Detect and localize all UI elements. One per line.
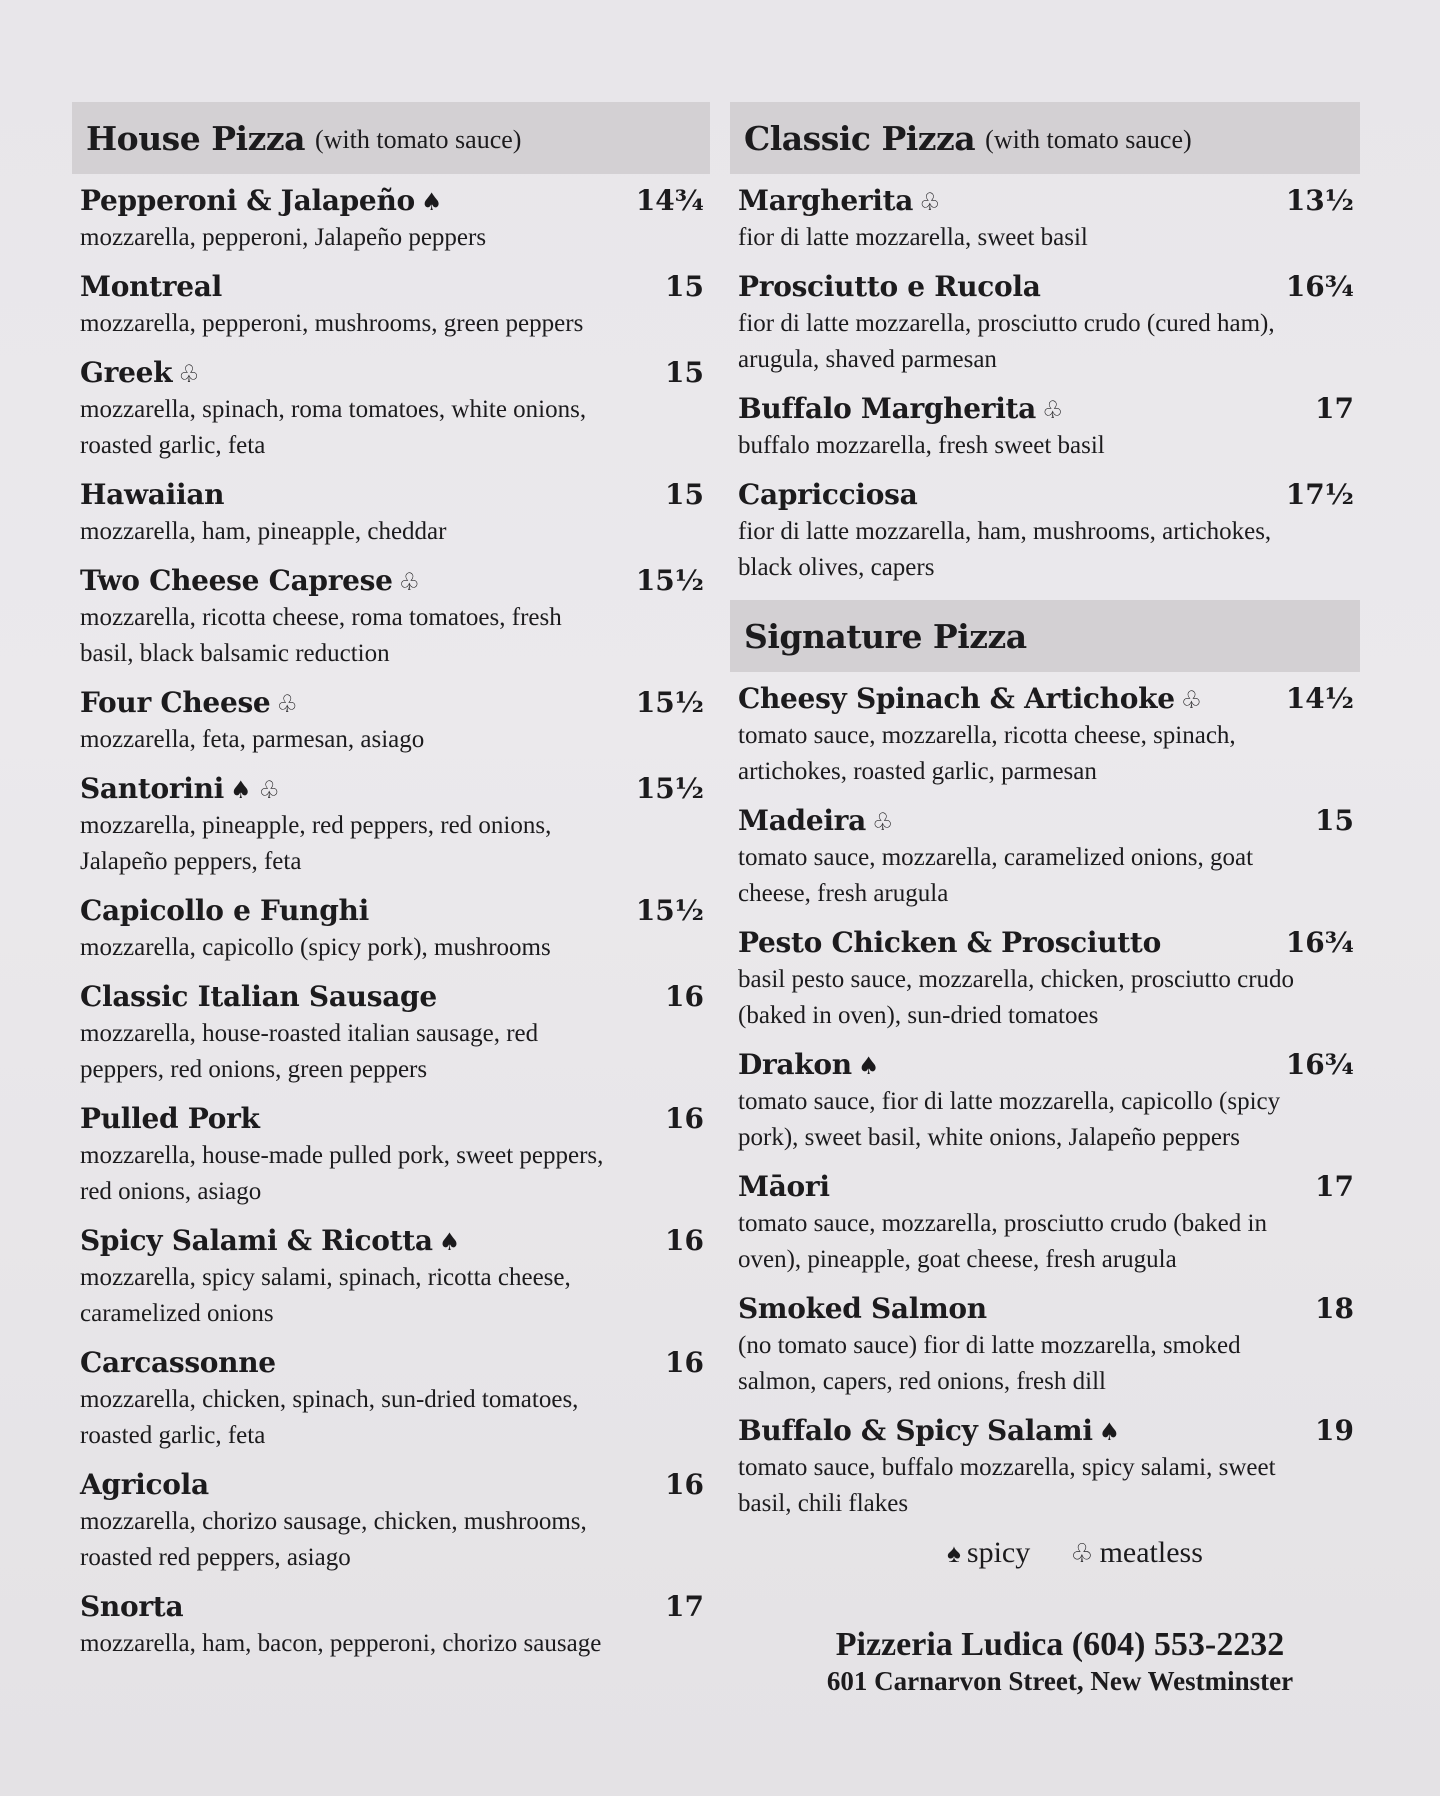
menu-item-head xyxy=(738,682,1360,715)
menu-item xyxy=(730,804,1360,912)
menu-item-name-row xyxy=(80,894,369,927)
menu-item-description: mozzarella, ricotta cheese, roma tomatoes, fresh basil, black balsamic reduction xyxy=(80,604,562,667)
diet-marker-icon: ♧ xyxy=(276,690,298,718)
menu-item xyxy=(72,772,710,880)
classic-pizza-list xyxy=(730,184,1360,586)
menu-item-description: mozzarella, ham, pineapple, cheddar xyxy=(80,518,447,545)
menu-item-name-row xyxy=(80,980,437,1013)
menu-item-price: 16 xyxy=(665,980,704,1013)
section-title: Classic Pizza xyxy=(744,118,976,158)
menu-item xyxy=(730,1170,1360,1278)
menu-item xyxy=(72,894,710,966)
menu-item-price: 17 xyxy=(1315,392,1354,425)
menu-item-head xyxy=(738,1414,1360,1447)
menu-item xyxy=(72,564,710,672)
menu-item xyxy=(72,478,710,550)
classic-pizza-header xyxy=(730,102,1360,174)
diet-marker-icon: ♧ xyxy=(1180,686,1202,714)
menu-item-price: 16 xyxy=(665,1468,704,1501)
menu-item-price: 16 xyxy=(665,1346,704,1379)
menu-item-name: Hawaiian xyxy=(80,478,225,511)
menu-item-price: 15½ xyxy=(635,894,704,927)
menu-item-name-row xyxy=(738,1414,1120,1447)
menu-item-name-row xyxy=(738,392,1063,425)
menu-item-price: 15½ xyxy=(635,564,704,597)
menu-item-description: mozzarella, chicken, spinach, sun-dried tomatoes, roasted garlic, feta xyxy=(80,1386,579,1449)
menu-item-name: Pepperoni & Jalapeño xyxy=(80,184,415,217)
menu-item-head xyxy=(738,1170,1360,1203)
menu-item-name: Cheesy Spinach & Artichoke xyxy=(738,682,1175,715)
menu-item-name: Four Cheese xyxy=(80,686,271,719)
menu-item-head xyxy=(80,564,710,597)
footer xyxy=(730,1626,1360,1697)
diet-marker-icon: ♠ ♧ xyxy=(230,776,280,804)
legend-spicy-label: spicy xyxy=(966,1536,1031,1569)
menu-item-price: 15½ xyxy=(635,686,704,719)
menu-item-name: Capicollo e Funghi xyxy=(80,894,369,927)
menu-item xyxy=(72,686,710,758)
menu-item-name-row xyxy=(80,478,224,511)
diet-marker-icon: ♧ xyxy=(398,568,420,596)
menu-item-name: Montreal xyxy=(80,270,222,303)
menu-item-head xyxy=(738,1292,1360,1325)
menu-item-head xyxy=(738,1048,1360,1081)
menu-item xyxy=(72,980,710,1088)
menu-item-price: 16¾ xyxy=(1285,1048,1354,1081)
menu-item xyxy=(72,356,710,464)
menu-item-name: Snorta xyxy=(80,1590,184,1623)
menu-item-head xyxy=(80,478,710,511)
menu-item-price: 15 xyxy=(665,478,704,511)
menu-item-price: 14½ xyxy=(1285,682,1354,715)
club-icon: ♧ xyxy=(1070,1539,1094,1568)
menu-item-description: mozzarella, pepperoni, Jalapeño peppers xyxy=(80,224,487,251)
diet-marker-icon: ♧ xyxy=(1042,396,1064,424)
section-note: (with tomato sauce) xyxy=(314,125,522,154)
menu-item-name: Santorini xyxy=(80,772,225,805)
legend-meatless xyxy=(1070,1536,1203,1570)
menu-item-price: 17 xyxy=(1315,1170,1354,1203)
menu-item-head xyxy=(80,772,710,805)
menu-item xyxy=(72,1590,710,1662)
menu-item-description: (no tomato sauce) fior di latte mozzarella, smoked salmon, capers, red onions, fresh dill xyxy=(738,1332,1241,1395)
menu-item-description: mozzarella, pepperoni, mushrooms, green peppers xyxy=(80,310,584,337)
menu-item xyxy=(72,1224,710,1332)
menu-item-name: Māori xyxy=(738,1170,830,1203)
menu-item-name-row xyxy=(80,184,442,217)
left-column xyxy=(72,102,710,1676)
menu-item xyxy=(730,184,1360,256)
menu-item-description: tomato sauce, mozzarella, ricotta cheese, spinach, artichokes, roasted garlic, parmesan xyxy=(738,722,1236,785)
menu-item-name: Drakon xyxy=(738,1048,852,1081)
menu-item-price: 16¾ xyxy=(1285,926,1354,959)
menu-item-name: Prosciutto e Rucola xyxy=(738,270,1041,303)
menu-item-description: fior di latte mozzarella, ham, mushrooms, artichokes, black olives, capers xyxy=(738,518,1272,581)
menu-item-head xyxy=(80,356,710,389)
menu-item-name: Two Cheese Caprese xyxy=(80,564,393,597)
menu-item-name-row xyxy=(80,1346,276,1379)
menu-item xyxy=(72,1468,710,1576)
menu-item-name-row xyxy=(738,926,1161,959)
restaurant-name-phone: Pizzeria Ludica (604) 553-2232 xyxy=(835,1626,1285,1663)
menu-item-name: Spicy Salami & Ricotta xyxy=(80,1224,433,1257)
menu-item-description: mozzarella, house-roasted italian sausage, red peppers, red onions, green peppers xyxy=(80,1020,539,1083)
menu-item-name: Classic Italian Sausage xyxy=(80,980,437,1013)
menu-item-name: Margherita xyxy=(738,184,914,217)
menu-item xyxy=(72,1102,710,1210)
diet-marker-icon: ♧ xyxy=(919,188,941,216)
menu-item-head xyxy=(738,926,1360,959)
menu-item-price: 16 xyxy=(665,1224,704,1257)
legend-meatless-label: meatless xyxy=(1099,1536,1203,1569)
menu-item xyxy=(730,392,1360,464)
menu-item-head xyxy=(738,392,1360,425)
menu-item-description: mozzarella, spinach, roma tomatoes, white onions, roasted garlic, feta xyxy=(80,396,587,459)
restaurant-address: 601 Carnarvon Street, New Westminster xyxy=(826,1666,1294,1696)
menu-item-name-row xyxy=(80,686,298,719)
menu-item xyxy=(730,682,1360,790)
menu-item-name-row xyxy=(738,1292,987,1325)
menu-item-description: mozzarella, feta, parmesan, asiago xyxy=(80,726,425,753)
menu-item-description: fior di latte mozzarella, sweet basil xyxy=(738,224,1088,251)
legend-spicy xyxy=(947,1536,1030,1570)
menu-item-name: Pesto Chicken & Prosciutto xyxy=(738,926,1161,959)
menu-item-description: mozzarella, house-made pulled pork, sweet peppers, red onions, asiago xyxy=(80,1142,604,1205)
menu-item-head xyxy=(738,270,1360,303)
menu-item-name: Capricciosa xyxy=(738,478,918,511)
menu-item-name-row xyxy=(738,184,940,217)
menu-item-head xyxy=(80,1346,710,1379)
menu-item-name-row xyxy=(738,1048,879,1081)
menu-item xyxy=(72,184,710,256)
diet-marker-icon: ♧ xyxy=(178,360,200,388)
menu-item-description: tomato sauce, buffalo mozzarella, spicy salami, sweet basil, chili flakes xyxy=(738,1454,1276,1517)
menu-item-name-row xyxy=(80,564,420,597)
menu-item-name: Pulled Pork xyxy=(80,1102,260,1135)
menu-item-name-row xyxy=(80,356,199,389)
spade-icon: ♠ xyxy=(947,1539,961,1568)
menu-item xyxy=(730,1048,1360,1156)
menu-item xyxy=(730,478,1360,586)
menu-item-price: 17½ xyxy=(1285,478,1354,511)
menu-item-description: tomato sauce, mozzarella, prosciutto crudo (baked in oven), pineapple, goat cheese, fresh arugula xyxy=(738,1210,1267,1273)
right-column xyxy=(730,102,1360,1697)
house-pizza-header xyxy=(72,102,710,174)
menu-item-name: Buffalo Margherita xyxy=(738,392,1037,425)
menu-item-name-row xyxy=(738,682,1202,715)
menu-item-price: 16 xyxy=(665,1102,704,1135)
house-pizza-list xyxy=(72,184,710,1662)
menu-item-head xyxy=(80,686,710,719)
menu-item-description: fior di latte mozzarella, prosciutto crudo (cured ham), arugula, shaved parmesan xyxy=(738,310,1275,373)
menu-item xyxy=(730,1414,1360,1522)
menu-item-price: 16¾ xyxy=(1285,270,1354,303)
menu-item-name: Carcassonne xyxy=(80,1346,276,1379)
menu-item xyxy=(72,270,710,342)
menu-item-price: 18 xyxy=(1315,1292,1354,1325)
menu-item-name-row xyxy=(738,478,917,511)
signature-pizza-list xyxy=(730,682,1360,1522)
menu-item xyxy=(730,1292,1360,1400)
menu-item-head xyxy=(738,478,1360,511)
menu-item-price: 15½ xyxy=(635,772,704,805)
menu-item-description: buffalo mozzarella, fresh sweet basil xyxy=(738,432,1105,459)
menu-item-description: mozzarella, ham, bacon, pepperoni, chorizo sausage xyxy=(80,1630,602,1657)
diet-marker-icon: ♠ xyxy=(857,1052,880,1080)
signature-pizza-header xyxy=(730,600,1360,672)
menu-item-name-row xyxy=(80,1468,209,1501)
menu-item-head xyxy=(80,184,710,217)
section-title: House Pizza xyxy=(86,118,305,158)
menu-item-head xyxy=(80,1102,710,1135)
menu-item xyxy=(730,926,1360,1034)
menu-item xyxy=(72,1346,710,1454)
menu-item-head xyxy=(80,270,710,303)
menu-item-name-row xyxy=(738,804,893,837)
menu-item-head xyxy=(80,980,710,1013)
menu-item-price: 15 xyxy=(1315,804,1354,837)
menu-item-price: 19 xyxy=(1315,1414,1354,1447)
diet-marker-icon: ♠ xyxy=(438,1228,460,1256)
menu-item-name-row xyxy=(80,270,222,303)
diet-marker-icon: ♠ xyxy=(1098,1418,1120,1446)
menu-item-name: Smoked Salmon xyxy=(738,1292,987,1325)
diet-marker-icon: ♧ xyxy=(871,808,894,836)
section-note: (with tomato sauce) xyxy=(985,125,1192,154)
menu-item-name-row xyxy=(80,772,280,805)
menu-item-name-row xyxy=(80,1590,183,1623)
menu-item-price: 17 xyxy=(665,1590,704,1623)
legend xyxy=(730,1536,1360,1570)
menu-item-description: mozzarella, spicy salami, spinach, ricotta cheese, caramelized onions xyxy=(80,1264,571,1327)
menu-item-description: mozzarella, capicollo (spicy pork), mushrooms xyxy=(80,934,551,961)
section-title: Signature Pizza xyxy=(744,616,1027,656)
menu-item-name-row xyxy=(738,270,1041,303)
menu-item-price: 15 xyxy=(665,270,704,303)
menu-item-head xyxy=(80,894,710,927)
menu-item-name: Agricola xyxy=(80,1468,209,1501)
menu-item-head xyxy=(80,1468,710,1501)
menu-item xyxy=(730,270,1360,378)
menu-item-name: Greek xyxy=(80,356,173,389)
menu-item-name: Madeira xyxy=(738,804,866,837)
menu-item-price: 13½ xyxy=(1285,184,1354,217)
menu-item-head xyxy=(738,804,1360,837)
menu-item-price: 15 xyxy=(665,356,704,389)
menu-item-head xyxy=(80,1224,710,1257)
menu-item-price: 14¾ xyxy=(635,184,704,217)
menu-item-description: mozzarella, pineapple, red peppers, red onions, Jalapeño peppers, feta xyxy=(80,812,552,875)
menu-item-head xyxy=(80,1590,710,1623)
menu-item-name-row xyxy=(80,1102,260,1135)
menu-item-description: mozzarella, chorizo sausage, chicken, mushrooms, roasted red peppers, asiago xyxy=(80,1508,587,1571)
menu-item-name-row xyxy=(80,1224,460,1257)
menu-item-description: tomato sauce, fior di latte mozzarella, capicollo (spicy pork), sweet basil, white onions, Jalapeño peppers xyxy=(738,1088,1281,1151)
menu-item-name: Buffalo & Spicy Salami xyxy=(738,1414,1093,1447)
menu-item-name-row xyxy=(738,1170,830,1203)
menu-item-description: tomato sauce, mozzarella, caramelized onions, goat cheese, fresh arugula xyxy=(738,844,1254,907)
menu-item-description: basil pesto sauce, mozzarella, chicken, prosciutto crudo (baked in oven), sun-dried tomatoes xyxy=(738,966,1295,1029)
menu-item-head xyxy=(738,184,1360,217)
diet-marker-icon: ♠ xyxy=(420,188,443,216)
